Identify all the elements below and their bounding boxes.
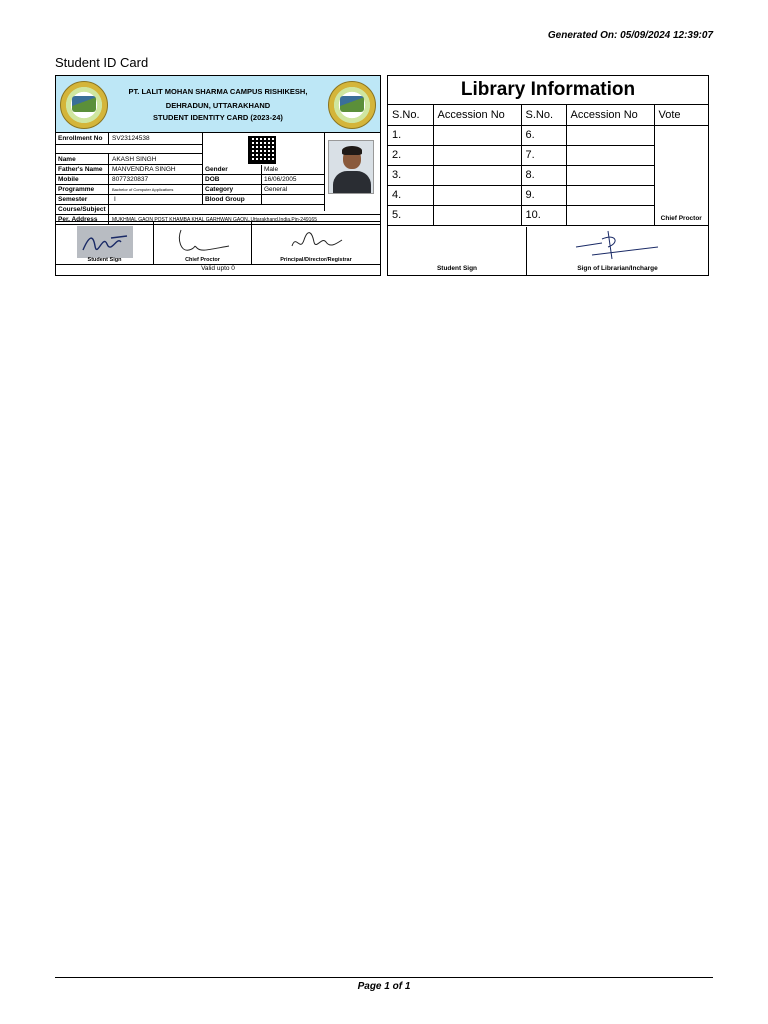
principal-sign-label: Principal/Director/Registrar xyxy=(280,257,352,263)
student-signature-icon xyxy=(77,226,133,258)
name-value: AKASH SINGH xyxy=(112,156,157,163)
principal-sign-cell xyxy=(252,222,380,264)
enrollment-label: Enrollment No xyxy=(56,133,109,144)
father-value: MANVENDRA SINGH xyxy=(112,166,176,173)
student-sign-cell xyxy=(56,222,154,264)
student-sign-label: Student Sign xyxy=(87,257,122,263)
library-table xyxy=(388,105,708,226)
principal-signature-icon xyxy=(286,226,346,258)
column-header: S.No. xyxy=(388,105,433,125)
librarian-signature-icon xyxy=(572,229,662,261)
serial-cell: 9. xyxy=(521,185,566,205)
card-body xyxy=(56,133,380,221)
dob-value: 16/06/2005 xyxy=(264,176,297,183)
generated-timestamp: Generated On: 05/09/2024 12:39:07 xyxy=(547,30,713,41)
accession-cell xyxy=(566,205,654,225)
name-row xyxy=(56,153,202,165)
column-header: S.No. xyxy=(521,105,566,125)
serial-cell: 10. xyxy=(521,205,566,225)
semester-label: Semester xyxy=(56,195,109,204)
student-id-card xyxy=(55,75,381,276)
gender-value: Male xyxy=(264,166,279,173)
page-number: Page 1 of 1 xyxy=(357,981,411,992)
serial-cell: 2. xyxy=(388,145,433,165)
signature-row xyxy=(56,221,380,265)
address-label: Per. Address xyxy=(56,215,109,224)
column-header: Accession No xyxy=(566,105,654,125)
qr-code xyxy=(248,136,276,164)
vote-cell: Chief Proctor xyxy=(654,125,708,225)
column-header: Vote xyxy=(654,105,708,125)
campus-line-2: DEHRADUN, UTTARAKHAND xyxy=(165,101,271,110)
course-row xyxy=(56,205,380,215)
dob-label: DOB xyxy=(202,175,262,184)
proctor-signature-icon xyxy=(173,226,233,258)
library-student-sign-label: Student Sign xyxy=(436,265,478,272)
blood-group-label: Blood Group xyxy=(202,195,262,204)
librarian-sign-label: Sign of Librarian/Incharge xyxy=(577,265,658,272)
card-type: STUDENT IDENTITY CARD (2023-24) xyxy=(153,113,283,122)
card-header xyxy=(56,76,380,133)
enrollment-row xyxy=(56,133,202,145)
library-information xyxy=(387,75,709,276)
serial-cell: 1. xyxy=(388,125,433,145)
serial-cell: 8. xyxy=(521,165,566,185)
university-logo-icon xyxy=(328,81,376,129)
mobile-row xyxy=(56,175,324,185)
serial-cell: 5. xyxy=(388,205,433,225)
campus-name xyxy=(116,85,320,113)
serial-cell: 6. xyxy=(521,125,566,145)
campus-line-1: PT. LALIT MOHAN SHARMA CAMPUS RISHIKESH, xyxy=(128,87,308,96)
semester-value: I xyxy=(114,196,116,203)
accession-cell xyxy=(566,125,654,145)
university-logo-icon xyxy=(60,81,108,129)
accession-cell xyxy=(433,125,521,145)
accession-cell xyxy=(433,205,521,225)
course-label: Course/Subject xyxy=(56,205,109,214)
library-signature-row xyxy=(388,227,708,275)
category-value: General xyxy=(264,186,288,193)
column-header: Accession No xyxy=(433,105,521,125)
programme-value: Bachelor of Computer Applications xyxy=(112,187,174,192)
gender-label: Gender xyxy=(202,165,262,174)
proctor-sign-cell xyxy=(154,222,252,264)
father-row xyxy=(56,165,324,175)
table-header-row xyxy=(388,105,708,125)
library-title: Library Information xyxy=(388,76,708,105)
serial-cell: 4. xyxy=(388,185,433,205)
footer-divider xyxy=(55,977,713,978)
enrollment-value: SV23124538 xyxy=(112,135,150,142)
librarian-sign-cell xyxy=(527,227,708,275)
mobile-value: 8077320837 xyxy=(112,176,149,183)
serial-cell: 7. xyxy=(521,145,566,165)
serial-cell: 3. xyxy=(388,165,433,185)
proctor-sign-label: Chief Proctor xyxy=(185,257,220,263)
table-row xyxy=(388,125,708,145)
accession-cell xyxy=(433,165,521,185)
name-label: Name xyxy=(56,154,109,164)
valid-upto: Valid upto 0 xyxy=(201,265,235,272)
accession-cell xyxy=(433,145,521,165)
accession-cell xyxy=(566,185,654,205)
accession-cell xyxy=(566,165,654,185)
student-photo xyxy=(328,140,374,194)
programme-row xyxy=(56,185,324,195)
library-student-sign-cell xyxy=(388,227,527,275)
address-value: MUKHMAL GAON POST KHAMBA KHAL GARHWAN GAON,,Uttarakhand,India,Pin-249165 xyxy=(112,217,317,223)
accession-cell xyxy=(566,145,654,165)
mobile-label: Mobile xyxy=(56,175,109,184)
page-title: Student ID Card xyxy=(55,55,149,70)
semester-row xyxy=(56,195,324,205)
category-label: Category xyxy=(202,185,262,194)
accession-cell xyxy=(433,185,521,205)
programme-label: Programme xyxy=(56,185,109,194)
father-label: Father's Name xyxy=(56,165,109,174)
